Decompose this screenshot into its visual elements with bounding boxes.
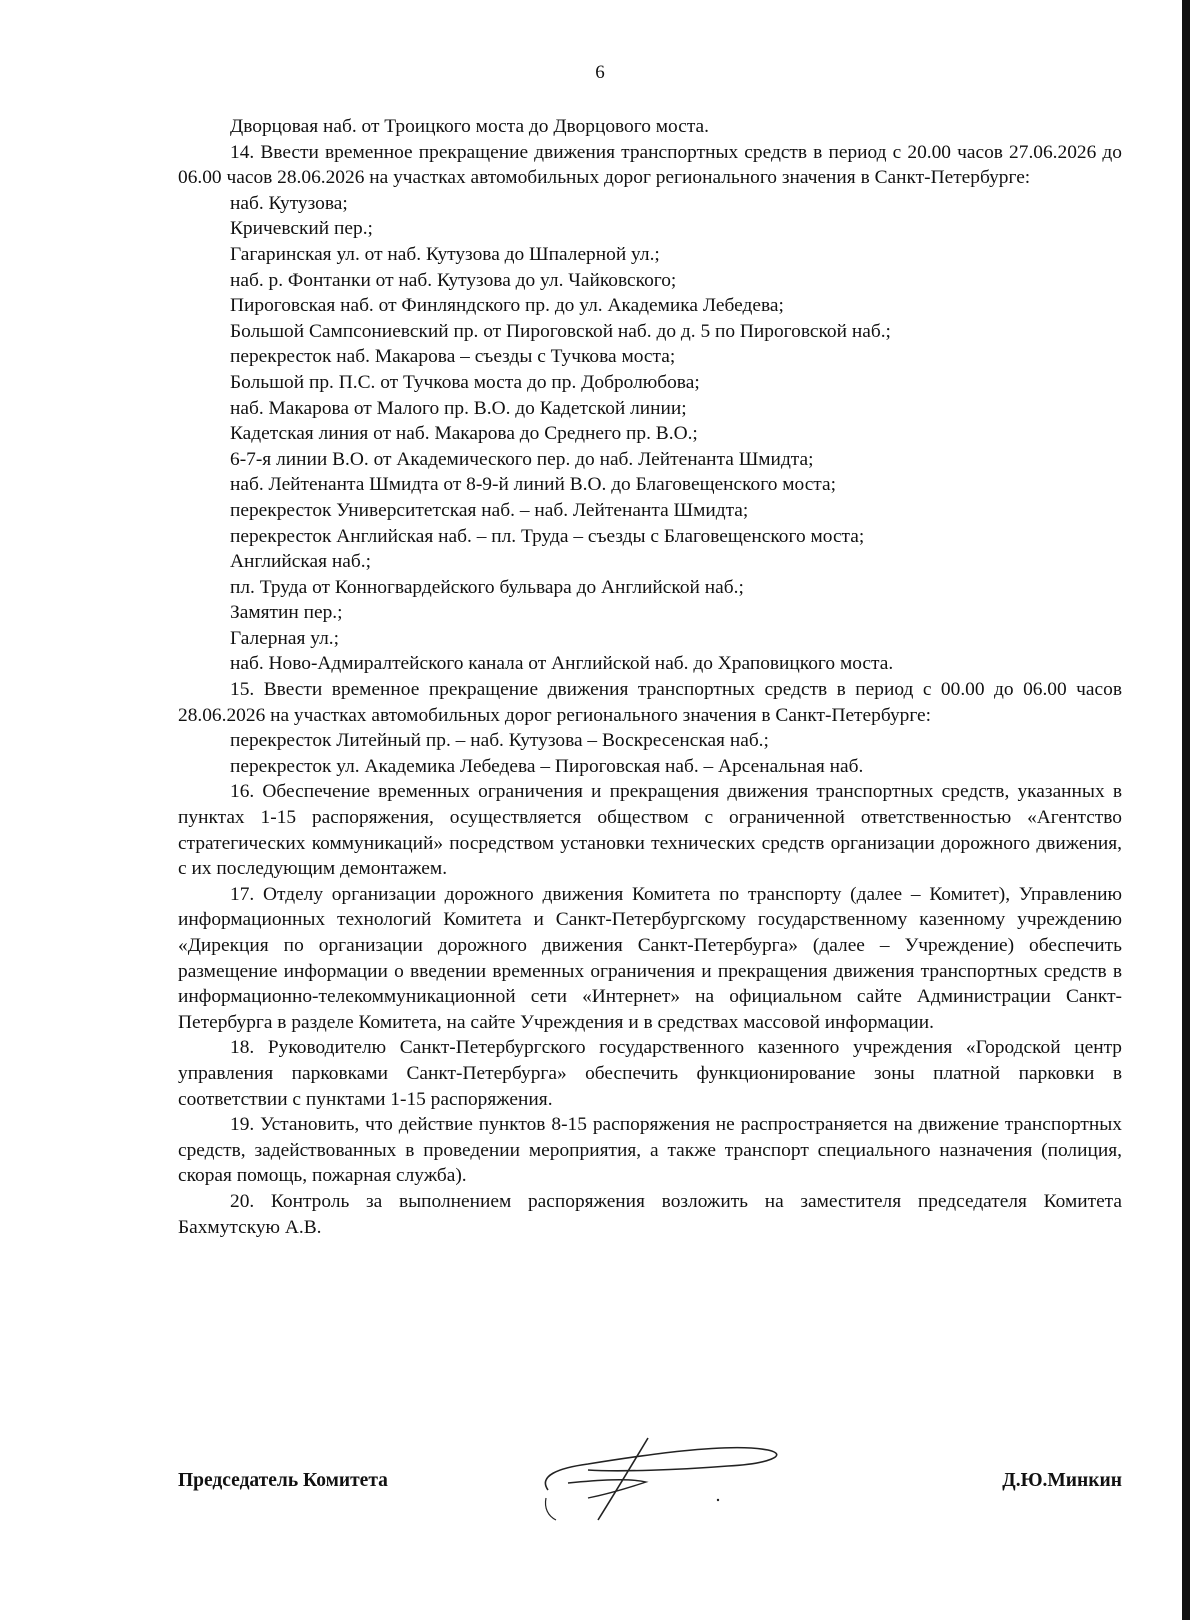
list-item: Большой пр. П.С. от Тучкова моста до пр. Добролюбова; [230,371,700,393]
paragraph-17: 17. Отделу организации дорожного движения Комитета по транспорту (далее – Комитет), Управлению информационных технологий Комитета и Санкт-Петербургскому государственному казенному учреждению «Дирекция по организации дорожного движения Санкт-Петербурга» (далее – Учреждение) обеспечить размещение информации о введении временных ограничения и прекращения движения транспортных средств в информационно-телекоммуникационной сети «Интернет» на официальном сайте Администрации Санкт-Петербурга в разделе Комитета, на сайте Учреждения и в средствах массовой информации. [178,883,1122,1033]
street-list-15 [178,728,1122,779]
street-list-14 [178,191,1122,677]
list-item: пл. Труда от Конногвардейского бульвара до Английской наб.; [230,576,744,598]
list-item: Замятин пер.; [230,602,343,624]
scan-edge-bar [1182,0,1190,1620]
list-item: Большой Сампсониевский пр. от Пироговской наб. до д. 5 по Пироговской наб.; [230,320,891,342]
paragraph-16: 16. Обеспечение временных ограничения и прекращения движения транспортных средств, указанных в пунктах 1-15 распоряжения, осуществляется обществом с ограниченной ответственностью «Агентство стратегических коммуникаций» посредством установки технических средств организации дорожного движения, с их последующим демонтажем. [178,781,1122,880]
text-line: Дворцовая наб. от Троицкого моста до Дворцового моста. [230,116,709,137]
list-item: перекресток ул. Академика Лебедева – Пироговская наб. – Арсенальная наб. [230,755,864,777]
signature-block [178,1470,1122,1530]
list-item: 6-7-я линии В.О. от Академического пер. до наб. Лейтенанта Шмидта; [230,448,814,470]
list-item: наб. Кутузова; [230,192,348,214]
paragraph-19: 19. Установить, что действие пунктов 8-15 распоряжения не распространяется на движение транспортных средств, задействованных в проведении мероприятия, а также транспорт специального назначения (полиция, скорая помощь, пожарная служба). [178,1114,1122,1187]
list-item: Кричевский пер.; [230,218,373,240]
list-item: перекресток Университетская наб. – наб. Лейтенанта Шмидта; [230,499,749,521]
paragraph-20: 20. Контроль за выполнением распоряжения возложить на заместителя председателя Комитета Бахмутскую А.В. [178,1190,1122,1238]
list-item: перекресток Английская наб. – пл. Труда – съезды с Благовещенского моста; [230,525,865,547]
list-item: перекресток Литейный пр. – наб. Кутузова – Воскресенская наб.; [230,730,769,752]
handwritten-signature [528,1428,798,1528]
page-number: 6 [595,62,605,83]
list-item: Английская наб.; [230,551,371,573]
signer-title: Председатель Комитета [178,1470,388,1491]
list-item: Пироговская наб. от Финляндского пр. до ул. Академика Лебедева; [230,295,784,317]
list-item: Галерная ул.; [230,627,339,649]
list-item: перекресток наб. Макарова – съезды с Тучкова моста; [230,346,676,368]
list-item: наб. р. Фонтанки от наб. Кутузова до ул. Чайковского; [230,269,677,291]
list-item: наб. Макарова от Малого пр. В.О. до Кадетской линии; [230,397,687,419]
document-body [178,114,1122,1240]
paragraph-18: 18. Руководителю Санкт-Петербургского государственного казенного учреждения «Городской центр управления парковками Санкт-Петербурга» обеспечить функционирование зоны платной парковки в соответствии с пунктами 1-15 распоряжения. [178,1037,1122,1110]
list-item: наб. Лейтенанта Шмидта от 8-9-й линий В.О. до Благовещенского моста; [230,474,837,496]
list-item: Кадетская линия от наб. Макарова до Среднего пр. В.О.; [230,423,698,445]
paragraph-14: 14. Ввести временное прекращение движения транспортных средств в период с 20.00 часов 27.06.2026 до 06.00 часов 28.06.2026 на участках автомобильных дорог регионального значения в Санкт-Петербурге: [178,141,1122,189]
paragraph-15: 15. Ввести временное прекращение движения транспортных средств в период с 00.00 до 06.00 часов 28.06.2026 на участках автомобильных дорог регионального значения в Санкт-Петербурге: [178,679,1122,726]
list-item: Гагаринская ул. от наб. Кутузова до Шпалерной ул.; [230,243,660,265]
list-item: наб. Ново-Адмиралтейского канала от Английской наб. до Храповицкого моста. [230,653,894,675]
signer-name: Д.Ю.Минкин [1002,1470,1122,1491]
